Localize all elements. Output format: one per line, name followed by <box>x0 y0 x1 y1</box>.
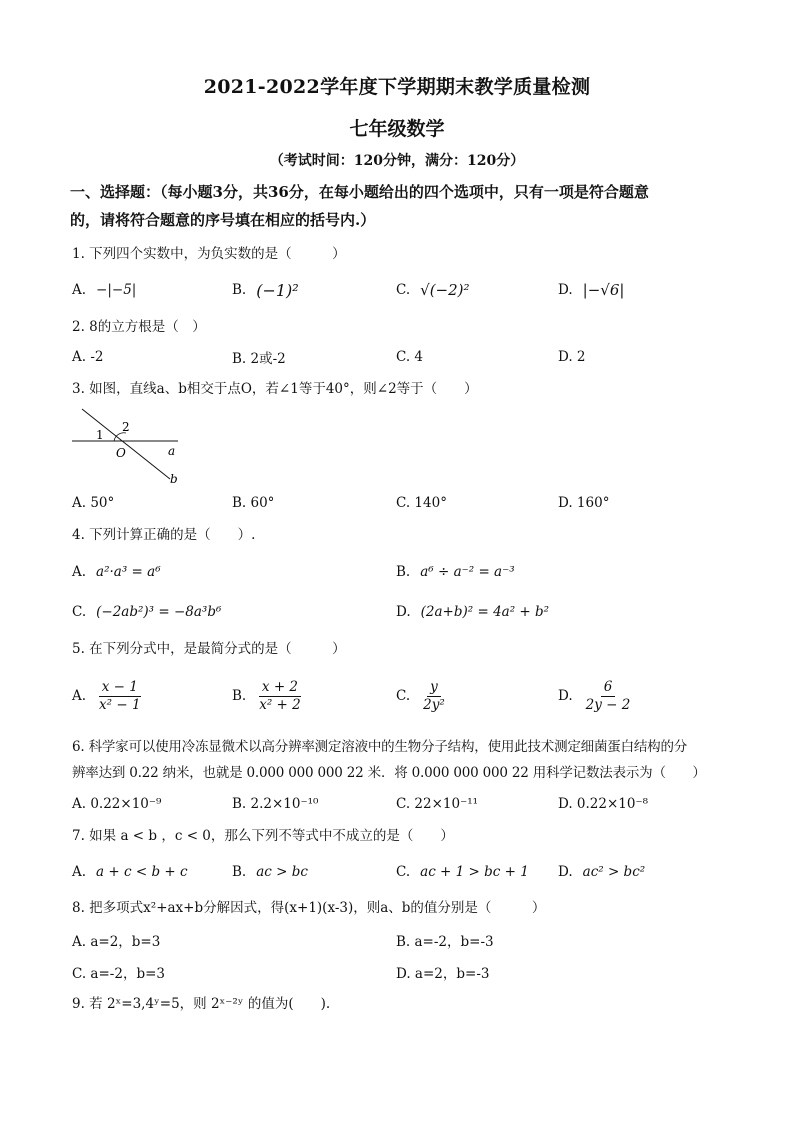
question-9-stem: 9. 若 2ˣ=3,4ʸ=5，则 2ˣ⁻²ʸ 的值为( ). <box>72 996 331 1012</box>
angle-2-label: 2 <box>122 420 130 434</box>
line-a-label: a <box>168 444 176 458</box>
q8-option-c: C. a=-2，b=3 <box>72 966 165 982</box>
point-o-label: O <box>116 446 126 460</box>
q6-line-2: 辨率达到 0.22 纳米，也就是 0.000 000 000 22 米．将 0.000 000 000 22 用科学记数法表示为（ ） <box>72 765 706 781</box>
question-3-stem: 3. 如图，直线a、b相交于点O，若∠1等于40°，则∠2等于（ ） <box>72 381 478 397</box>
q7-option-c-expr: ac + 1 > bc + 1 <box>420 864 529 880</box>
question-8-stem: 8. 把多项式x²+ax+b分解因式，得(x+1)(x-3)，则a、b的值分别是（ ） <box>72 900 546 916</box>
q4-option-d-expr: (2a+b)² = 4a² + b² <box>420 604 550 620</box>
question-7-options <box>72 857 732 887</box>
q4-option-a-expr: a²·a³ = a⁶ <box>96 564 161 580</box>
question-6-options <box>72 789 732 819</box>
q1-option-b-expr: (−1)² <box>256 280 299 300</box>
question-2-options <box>72 342 732 372</box>
q8-option-b: B. a=-2，b=-3 <box>396 934 494 950</box>
line-b-label: b <box>170 472 178 486</box>
q6-option-b: B. 2.2×10⁻¹⁰ <box>232 796 319 812</box>
question-2-stem: 2. 8的立方根是（ ） <box>72 319 206 335</box>
q6-option-d: D. 0.22×10⁻⁸ <box>558 796 649 812</box>
q3-option-b: B. 60° <box>232 495 275 511</box>
q5-option-c-fraction: $\frac{y}{\text{2y²}}$ <box>423 678 445 713</box>
q6-option-a: A. 0.22×10⁻⁹ <box>72 796 162 812</box>
q7-option-d-expr: ac² > bc² <box>582 864 646 880</box>
q6-line-1: 6. 科学家可以使用冷冻显微术以高分辨率测定溶液中的生物分子结构，使用此技术测定细菌蛋白结构的分 <box>72 739 688 755</box>
q7-option-b: B. ac > bc <box>232 864 308 880</box>
q3-option-a: A. 50° <box>72 495 115 511</box>
question-7-stem: 7. 如果 a < b ，c < 0，那么下列不等式中不成立的是（ ） <box>72 828 454 844</box>
q2-option-a: A. -2 <box>72 349 104 365</box>
exam-meta: （考试时间：120分钟，满分：120分） <box>269 153 525 169</box>
question-5-stem: 5. 在下列分式中，是最简分式的是（ ） <box>72 641 346 657</box>
q6-option-c: C. 22×10⁻¹¹ <box>396 796 479 812</box>
q1-option-a: A. −|−5| <box>72 282 137 298</box>
exam-subtitle: 七年级数学 <box>349 118 445 140</box>
question-5-options <box>72 676 732 716</box>
q5-option-c: C. $\frac{y}{\text{2y²}}$ <box>396 676 448 716</box>
q4-option-d: D. (2a+b)² = 4a² + b² <box>396 604 550 620</box>
q2-option-d: D. 2 <box>558 349 586 365</box>
q7-option-a: A. a + c < b + c <box>72 864 188 880</box>
q1-option-b: B. (−1)² <box>232 280 299 300</box>
q4-option-b: B. a⁶ ÷ a⁻² = a⁻³ <box>396 564 515 580</box>
question-1-options <box>72 275 732 305</box>
q1-option-d-expr: |−√6| <box>582 281 625 299</box>
question-4-options-row-1 <box>72 557 732 587</box>
question-1-stem: 1. 下列四个实数中，为负实数的是（ ） <box>72 246 346 262</box>
q7-option-d: D. ac² > bc² <box>558 864 646 880</box>
q8-option-d: D. a=2，b=-3 <box>396 966 490 982</box>
q4-option-c-expr: (−2ab²)³ = −8a³b⁶ <box>96 604 222 620</box>
q4-option-a: A. a²·a³ = a⁶ <box>72 564 161 580</box>
q3-option-c: C. 140° <box>396 495 447 511</box>
question-6-stem <box>72 734 732 786</box>
q5-option-d: D. $\frac{6}{2y - 2}$ <box>558 676 633 716</box>
q1-option-d: D. |−√6| <box>558 281 625 299</box>
q5-option-a: A. $\frac{x - 1}{\text{x² − 1}}$ <box>72 676 144 716</box>
q7-option-c: C. ac + 1 > bc + 1 <box>396 864 529 880</box>
q5-option-a-fraction: $\frac{x - 1}{\text{x² − 1}}$ <box>99 678 141 713</box>
q2-option-c: C. 4 <box>396 349 424 365</box>
question-4-stem: 4. 下列计算正确的是（ ）. <box>72 527 256 543</box>
q1-option-a-expr: −|−5| <box>96 282 137 298</box>
q1-option-c-expr: √(−2)² <box>420 281 470 299</box>
section-heading <box>70 178 730 234</box>
q4-option-b-expr: a⁶ ÷ a⁻² = a⁻³ <box>420 564 515 580</box>
q7-option-b-expr: ac > bc <box>256 864 308 880</box>
question-8-options-row-1 <box>72 925 732 955</box>
section-line-2: 的，请将符合题意的序号填在相应的括号内.） <box>70 211 376 229</box>
q3-option-d: D. 160° <box>558 495 610 511</box>
angle-1-label: 1 <box>96 428 104 442</box>
q8-option-a: A. a=2，b=3 <box>72 934 161 950</box>
section-line-1: 一、选择题：（每小题3分，共36分，在每小题给出的四个选项中，只有一项是符合题意 <box>70 183 649 201</box>
question-3-options <box>72 488 732 518</box>
q2-option-b: B. 2或-2 <box>232 351 286 367</box>
question-8-options-row-2 <box>72 957 732 987</box>
q1-option-c: C. √(−2)² <box>396 281 470 299</box>
intersecting-lines-figure <box>70 405 190 487</box>
q4-option-c: C. (−2ab²)³ = −8a³b⁶ <box>72 604 222 620</box>
q7-option-a-expr: a + c < b + c <box>96 864 188 880</box>
q5-option-d-fraction: $\frac{6}{2y - 2}$ <box>585 678 631 713</box>
exam-title: 2021-2022学年度下学期期末教学质量检测 <box>203 76 591 98</box>
question-4-options-row-2 <box>72 597 732 627</box>
q5-option-b: B. $\frac{x + 2}{\text{x² + 2}}$ <box>232 676 304 716</box>
q5-option-b-fraction: $\frac{x + 2}{\text{x² + 2}}$ <box>259 678 301 713</box>
